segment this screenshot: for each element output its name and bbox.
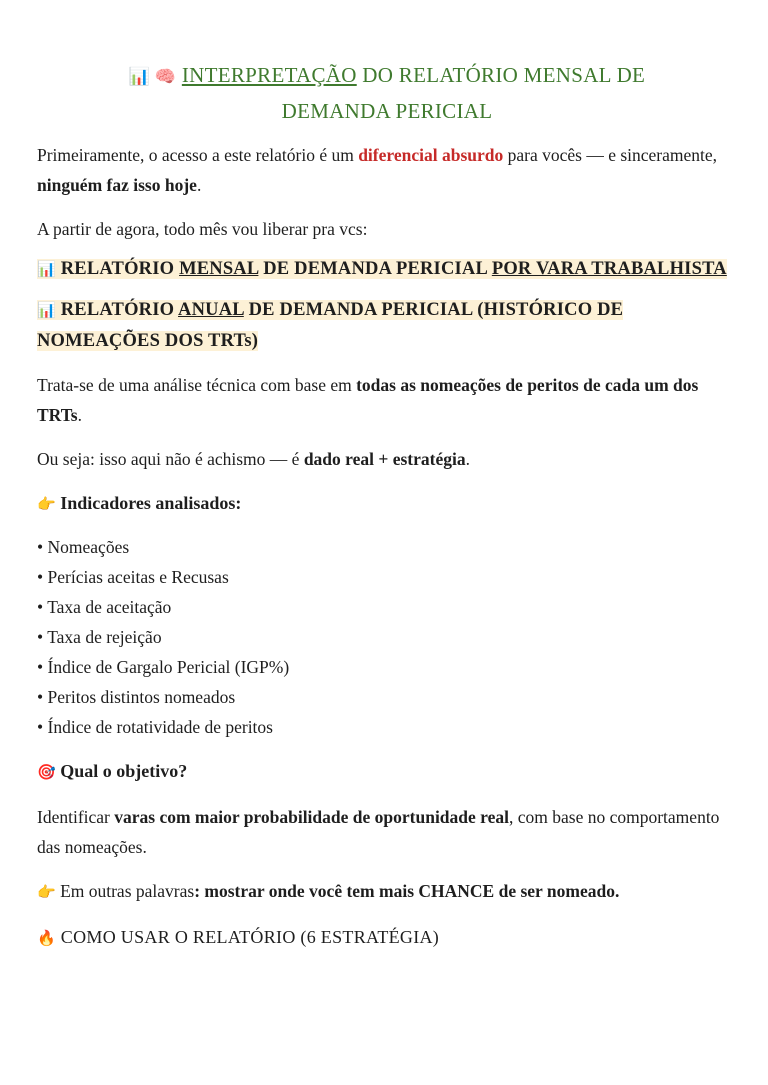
bar-chart-icon: 📊	[37, 262, 56, 278]
chance-bold: : mostrar onde você tem mais CHANCE de ser nomeado.	[194, 881, 620, 901]
intro-paragraph	[37, 140, 737, 200]
list-item: • Nomeações	[37, 532, 737, 562]
objective-text-a: Identificar	[37, 807, 115, 827]
highlight-annual-report	[37, 295, 737, 356]
list-item: • Perícias aceitas e Recusas	[37, 562, 737, 592]
list-item: • Índice de Gargalo Pericial (IGP%)	[37, 652, 737, 682]
indicators-heading	[37, 488, 737, 520]
objective-bold: varas com maior probabilidade de oportunidade real	[114, 807, 509, 827]
analysis-paragraph	[37, 370, 737, 430]
document-page	[37, 58, 737, 954]
pointing-hand-icon: 👉	[37, 497, 56, 513]
highlight-annual-bg	[37, 300, 623, 351]
analysis-text-a: Trata-se de uma análise técnica com base em	[37, 375, 357, 395]
intro-bold: ninguém faz isso hoje	[37, 175, 197, 195]
real-data-text-c: .	[465, 449, 470, 469]
title-underlined-word: INTERPRETAÇÃO	[181, 63, 357, 87]
chance-paragraph	[37, 876, 737, 908]
intro-red-emphasis: diferencial absurdo	[358, 145, 504, 165]
real-data-text-a: Ou seja: isso aqui não é achismo — é	[37, 449, 304, 469]
h2-text-a: RELATÓRIO	[60, 300, 179, 320]
usage-heading-text: COMO USAR O RELATÓRIO (6 ESTRATÉGIA)	[60, 927, 440, 947]
indicators-list	[37, 532, 737, 742]
objective-text-c: , com base no comportamento das nomeações.	[37, 807, 720, 857]
intro-text-a: Primeiramente, o acesso a este relatório é um	[37, 145, 359, 165]
real-data-paragraph	[37, 444, 737, 474]
intro-text-c: .	[196, 175, 202, 195]
indicators-heading-text: Indicadores analisados:	[60, 493, 242, 513]
title-line2: DEMANDA PERICIAL	[281, 99, 493, 123]
fire-icon: 🔥	[37, 931, 56, 947]
h1-underline-vara: POR VARA TRABALHISTA	[491, 259, 727, 279]
h1-text-a: RELATÓRIO	[60, 259, 180, 279]
usage-heading	[37, 922, 737, 954]
target-icon: 🎯	[37, 765, 56, 781]
list-item: • Taxa de rejeição	[37, 622, 737, 652]
highlight-monthly-bg	[37, 259, 727, 279]
list-item: • Índice de rotatividade de peritos	[37, 712, 737, 742]
chart-brain-icons: 📊 🧠	[128, 67, 177, 86]
bar-chart-icon: 📊	[37, 303, 56, 319]
objective-paragraph	[37, 802, 737, 862]
objective-heading	[37, 756, 737, 788]
pointing-hand-icon: 👉	[37, 885, 56, 901]
highlight-monthly-report	[37, 254, 737, 285]
analysis-bold: todas as nomeações de peritos de cada um dos TRTs	[37, 375, 699, 425]
h2-underline-anual: ANUAL	[178, 300, 244, 320]
objective-heading-text: Qual o objetivo?	[60, 761, 188, 781]
list-item: • Peritos distintos nomeados	[37, 682, 737, 712]
release-paragraph: A partir de agora, todo mês vou liberar pra vcs:	[37, 219, 368, 239]
h1-underline-mensal: MENSAL	[179, 259, 259, 279]
title-rest-line1: DO RELATÓRIO MENSAL DE	[356, 63, 646, 87]
chance-text-a: Em outras palavras	[55, 881, 195, 901]
intro-text-b: para vocês — e sinceramente,	[503, 145, 718, 165]
h2-text-b: DE DEMANDA PERICIAL (HISTÓRICO DE NOMEAÇÕES DOS TRTs)	[37, 300, 624, 351]
list-item: • Taxa de aceitação	[37, 592, 737, 622]
analysis-text-c: .	[77, 405, 82, 425]
h1-text-b: DE DEMANDA PERICIAL	[258, 259, 492, 279]
real-data-bold: dado real + estratégia	[303, 449, 466, 469]
document-title	[37, 58, 737, 128]
